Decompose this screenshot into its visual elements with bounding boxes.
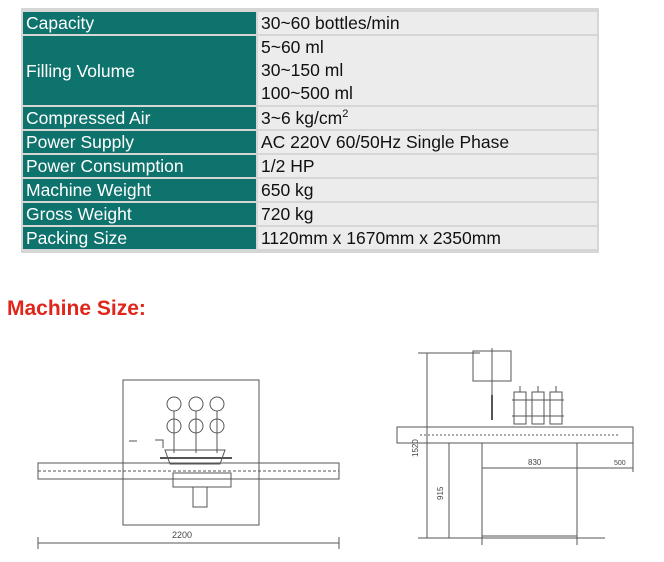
spec-label: Filling Volume (23, 36, 256, 105)
spec-value-superscript: 2 (342, 108, 349, 120)
spec-value-line: 100~500 ml (261, 83, 353, 103)
top-view-frame (123, 380, 259, 525)
spec-value (256, 36, 597, 105)
spec-label: Gross Weight (23, 203, 256, 225)
top-view-drawing (38, 380, 339, 549)
spec-value: 1120mm x 1670mm x 2350mm (256, 227, 597, 249)
top-view-center-block (173, 473, 231, 487)
spec-row-compressed-air (23, 107, 597, 129)
spec-value (256, 107, 597, 129)
spec-value: 720 kg (256, 203, 597, 225)
spec-label: Compressed Air (23, 107, 256, 129)
spec-label: Capacity (23, 12, 256, 34)
machine-size-heading: Machine Size: (7, 297, 146, 320)
spec-row-capacity (23, 12, 597, 34)
spec-row-gross-weight (23, 203, 597, 225)
machine-size-drawing (0, 330, 664, 562)
spec-value: 650 kg (256, 179, 597, 201)
side-view-extension-label: 500 (614, 460, 626, 467)
spec-value-text: 3~6 kg/cm (261, 108, 343, 128)
spec-row-power-supply (23, 131, 597, 153)
spec-table-container (21, 8, 599, 253)
spec-value: AC 220V 60/50Hz Single Phase (256, 131, 597, 153)
spec-label: Packing Size (23, 227, 256, 249)
spec-value: 1/2 HP (256, 155, 597, 177)
side-view-total-height-label: 1520 (411, 439, 420, 457)
top-view-width-label: 2200 (172, 530, 193, 540)
spec-row-packing-size (23, 227, 597, 249)
side-view-width-label: 830 (528, 458, 542, 467)
spec-value-line: 30~150 ml (261, 60, 344, 80)
spec-label: Power Supply (23, 131, 256, 153)
spec-row-filling-volume (23, 36, 597, 105)
side-view-cabinet (482, 443, 577, 536)
spec-value-line: 5~60 ml (261, 37, 324, 57)
spec-row-machine-weight (23, 179, 597, 201)
filling-heads (160, 397, 232, 464)
spec-value: 30~60 bottles/min (256, 12, 597, 34)
spec-label: Machine Weight (23, 179, 256, 201)
spec-row-power-consumption (23, 155, 597, 177)
side-view-table-height-label: 915 (436, 486, 445, 500)
side-view-drawing (397, 348, 633, 545)
spec-label: Power Consumption (23, 155, 256, 177)
spec-table (23, 10, 597, 251)
side-view-cylinders (512, 386, 564, 424)
